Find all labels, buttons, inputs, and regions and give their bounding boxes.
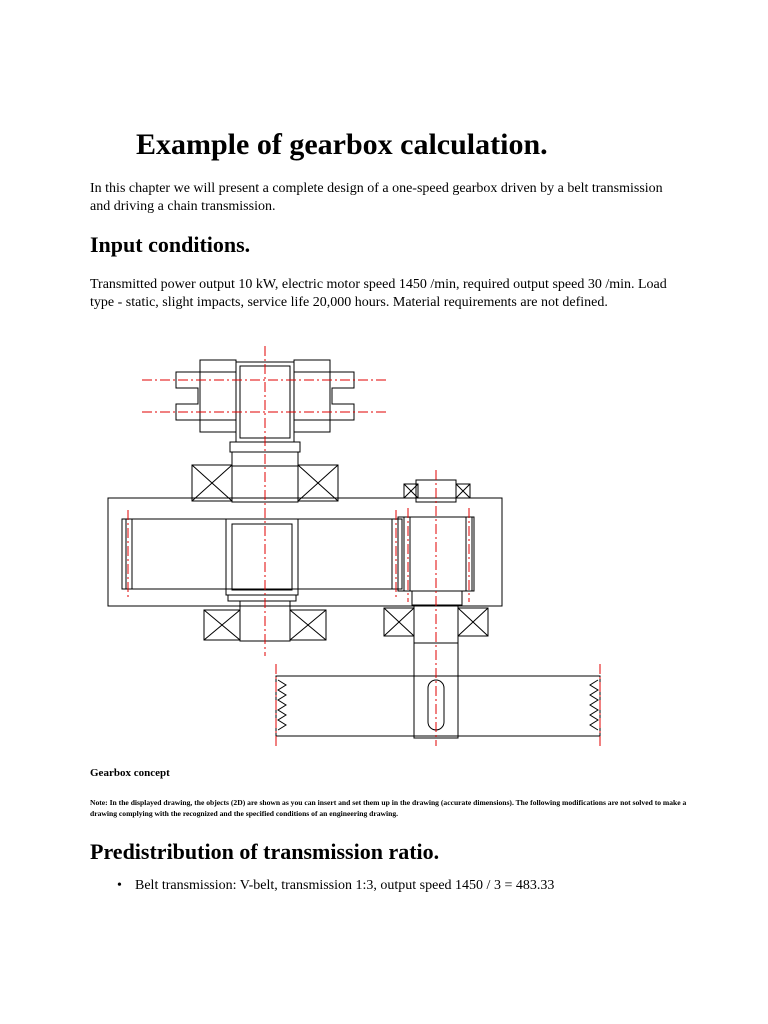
figure-caption: Gearbox concept bbox=[90, 767, 170, 779]
sprocket-teeth-right bbox=[590, 680, 598, 730]
section-heading-predistribution: Predistribution of transmission ratio. bbox=[90, 839, 440, 864]
coupling-left-half bbox=[176, 360, 236, 432]
section-heading-input-conditions: Input conditions. bbox=[90, 232, 251, 257]
list-item-text: Belt transmission: V-belt, transmission 1:3, output speed 1450 / 3 = 483.33 bbox=[135, 878, 555, 893]
sprocket-body bbox=[276, 676, 600, 736]
gearbox-housing bbox=[108, 498, 502, 606]
large-gear-hub bbox=[226, 519, 298, 595]
large-gear bbox=[122, 519, 402, 589]
input-conditions-paragraph: Transmitted power output 10 kW, electric motor speed 1450 /min, required output speed 30 /min. Load type - static, slight impacts, service life 20,000 hours. Material requirements are not defined. bbox=[90, 277, 667, 310]
bullet-icon: • bbox=[117, 878, 122, 893]
intro-paragraph: In this chapter we will present a complete design of a one-speed gearbox driven by a belt transmission and driving a chain transmission. bbox=[90, 181, 663, 214]
figure-note: Note: In the displayed drawing, the objects (2D) are shown as you can insert and set them up in the drawing (accurate dimensions). The following modifications are not solved to make a drawing complying with the recognized and the specified conditions of an engineering drawing. bbox=[90, 798, 687, 818]
list-item bbox=[90, 877, 554, 895]
bullet-list bbox=[90, 877, 554, 895]
page-title: Example of gearbox calculation. bbox=[136, 128, 548, 161]
gearbox-concept-drawing bbox=[100, 340, 620, 750]
coupling-right-half bbox=[294, 360, 354, 432]
sprocket-teeth-left bbox=[278, 680, 286, 730]
